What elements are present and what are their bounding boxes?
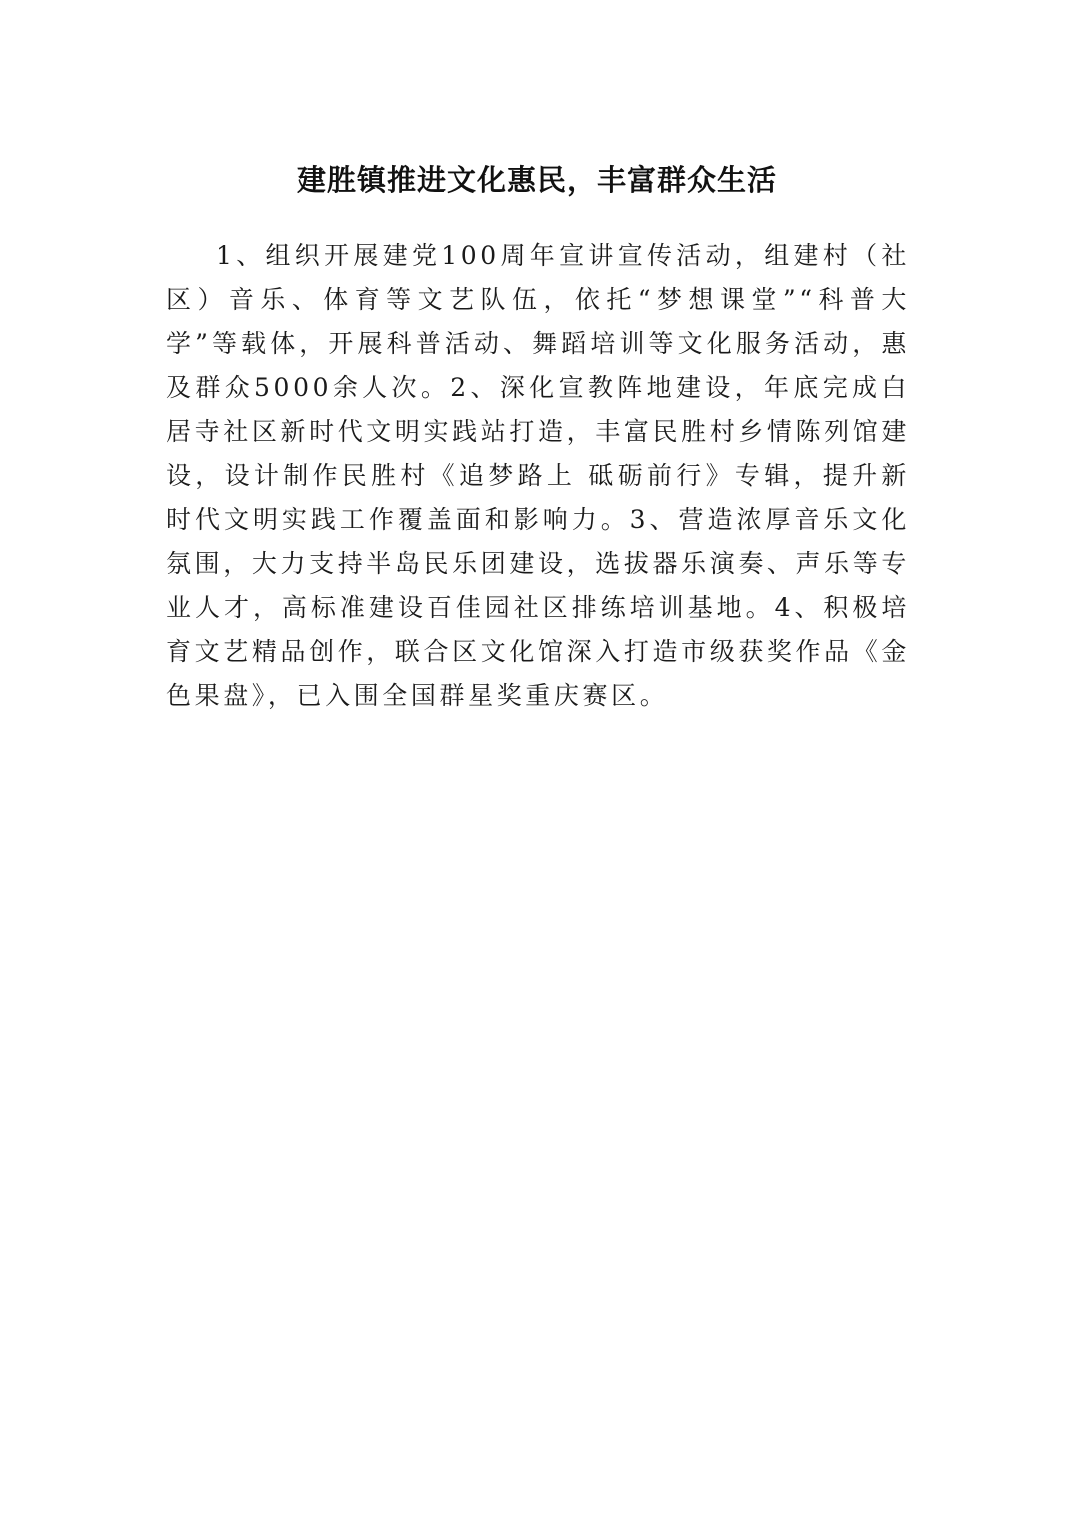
document-paragraph: 1、组织开展建党100周年宣讲宣传活动，组建村（社区）音乐、体育等文艺队伍，依托“梦想课堂”“科普大学”等载体，开展科普活动、舞蹈培训等文化服务活动，惠及群众5000余人次。2、深化宣教阵地建设，年底完成白居寺社区新时代文明实践站打造，丰富民胜村乡情陈列馆建设，设计制作民胜村《追梦路上 砥砺前行》专辑，提升新时代文明实践工作覆盖面和影响力。3、营造浓厚音乐文化氛围，大力支持半岛民乐团建设，选拔器乐演奏、声乐等专业人才，高标准建设百佳园社区排练培训基地。4、积极培育文艺精品创作，联合区文化馆深入打造市级获奖作品《金色果盘》，已入围全国群星奖重庆赛区。 [166,241,910,710]
document-title: 建胜镇推进文化惠民，丰富群众生活 [296,163,777,198]
